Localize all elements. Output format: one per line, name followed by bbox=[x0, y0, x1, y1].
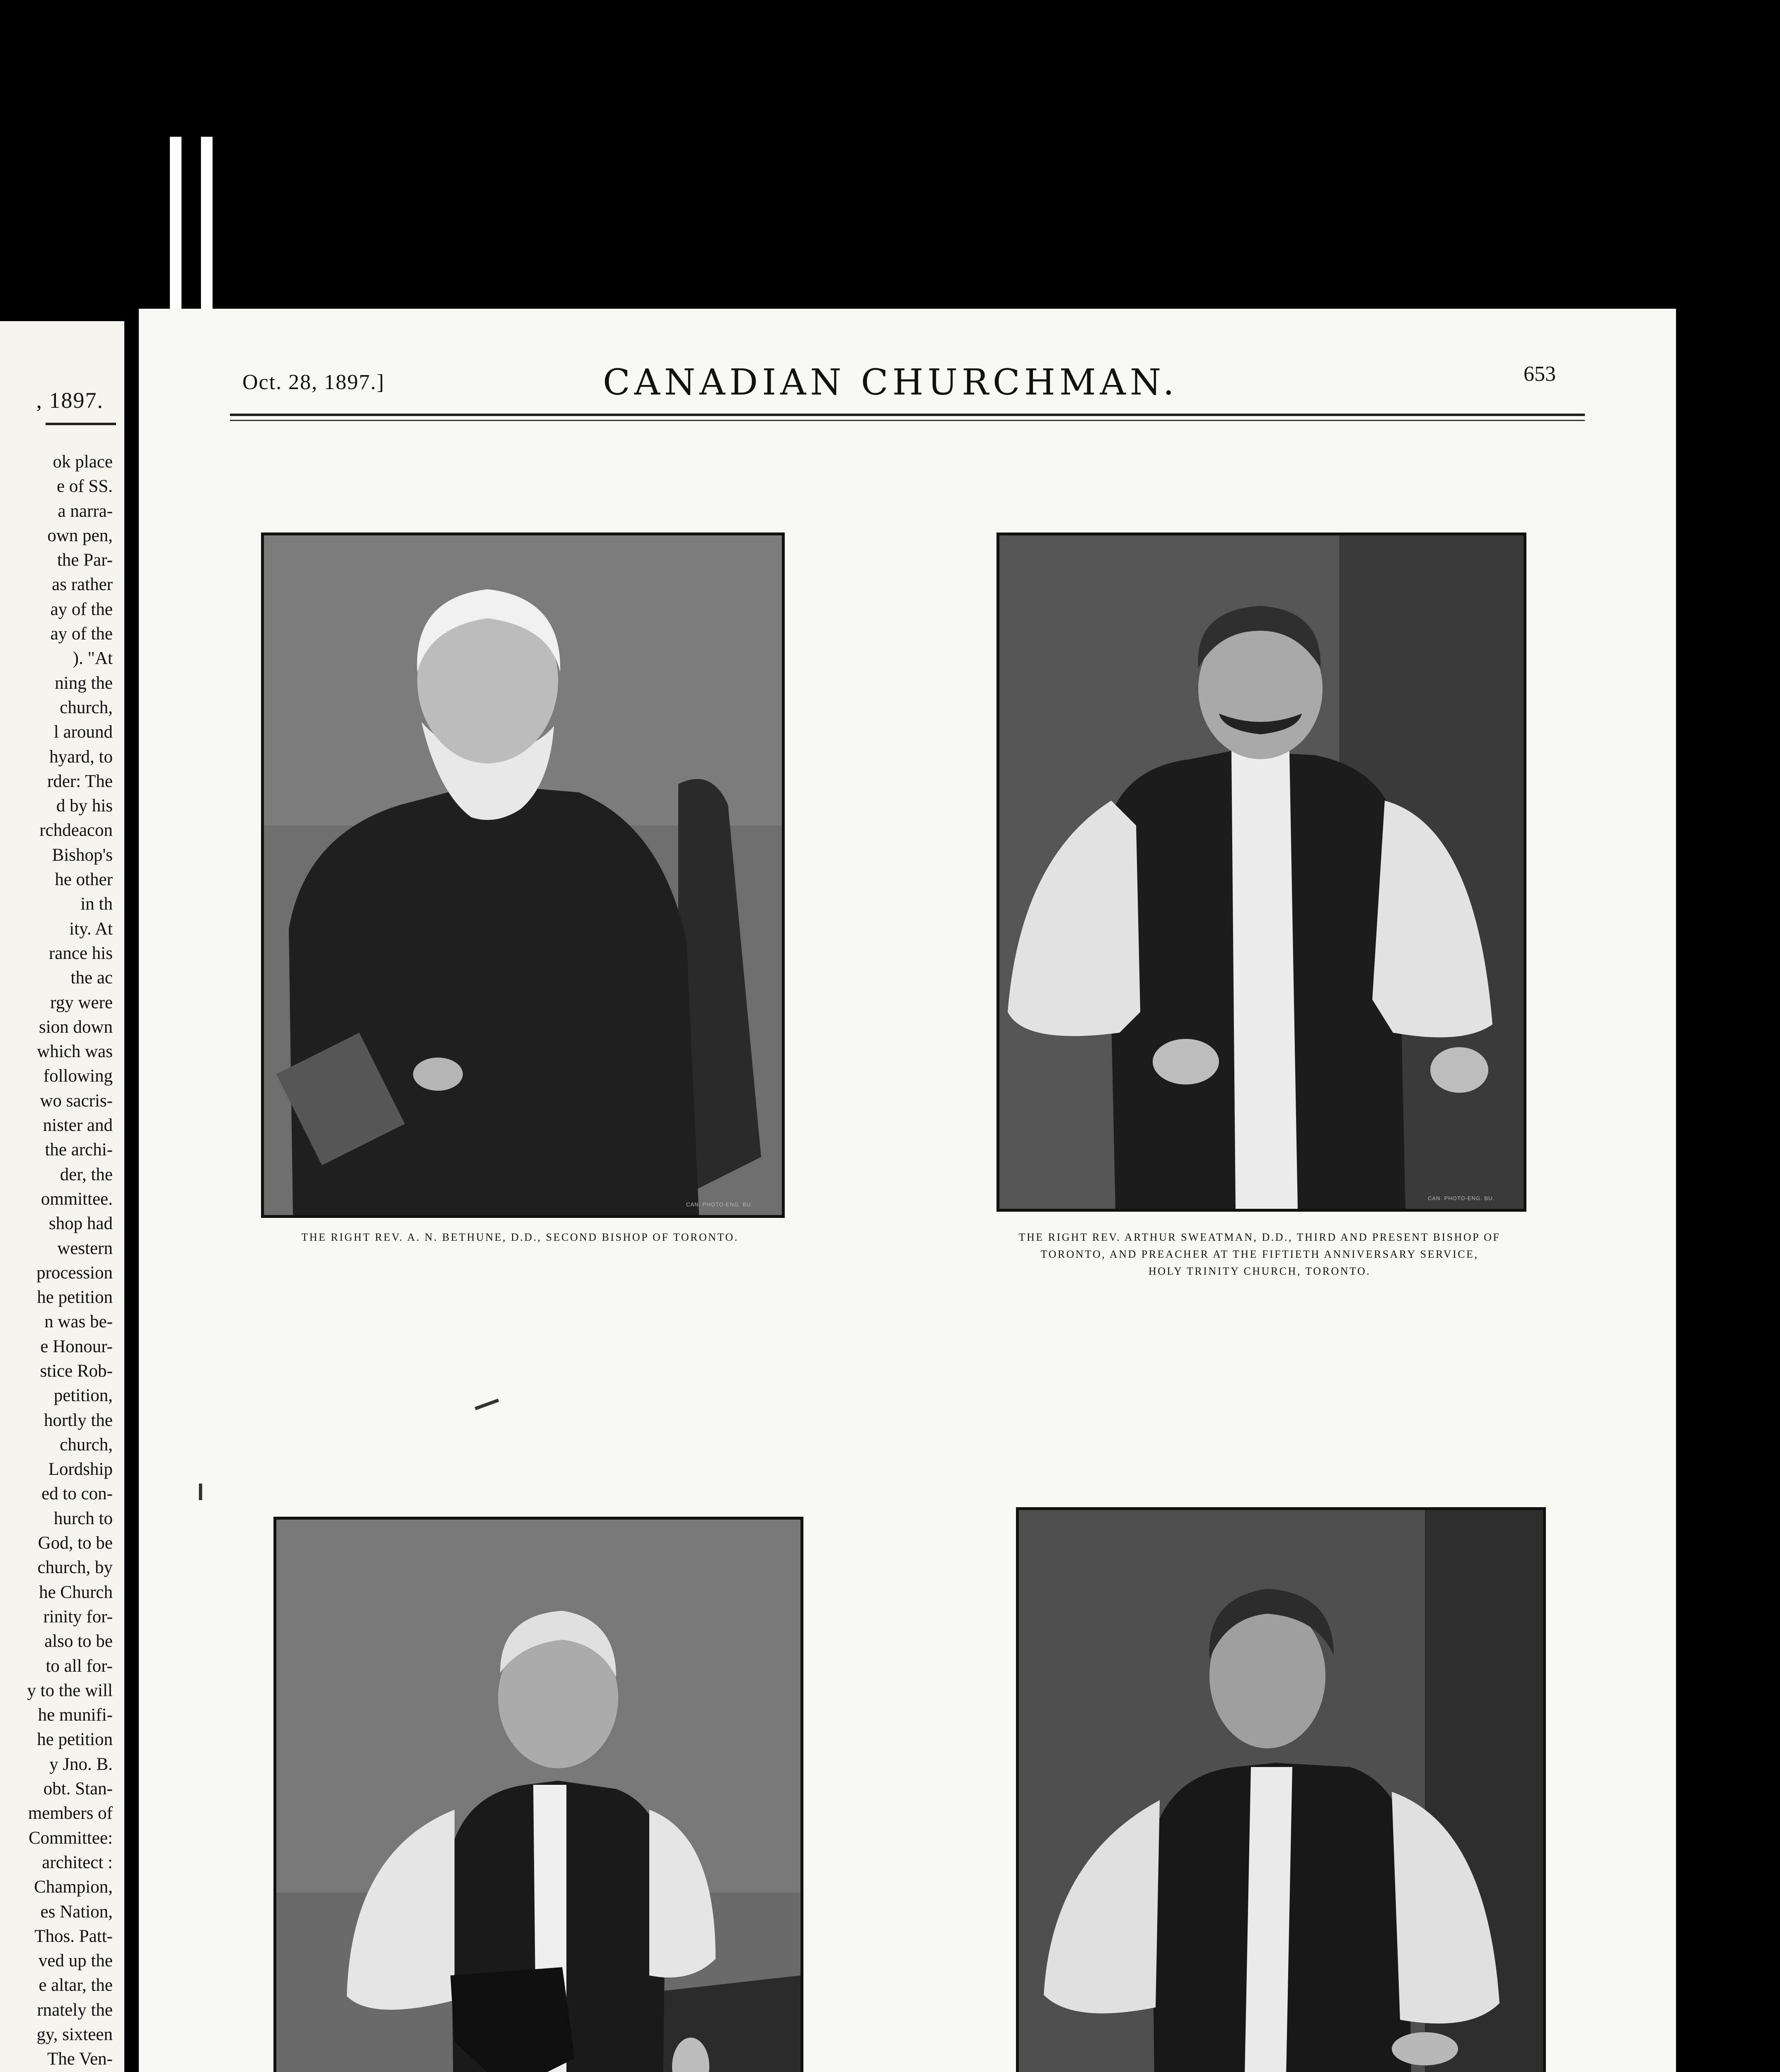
left-text-line: in th bbox=[80, 894, 113, 914]
page-number: 653 bbox=[1524, 362, 1556, 386]
left-text-line: he other bbox=[55, 870, 113, 890]
left-text-line: he munifi- bbox=[38, 1705, 113, 1725]
left-text-line: western bbox=[57, 1238, 113, 1258]
caption-line: HOLY TRINITY CHURCH, TORONTO. bbox=[1148, 1265, 1371, 1277]
left-text-line: n was be- bbox=[44, 1312, 113, 1332]
photo-credit: CAN. PHOTO-ENG. BU. bbox=[1427, 1195, 1495, 1201]
portrait-sullivan bbox=[273, 1517, 803, 2072]
left-text-line: church, bbox=[60, 1435, 113, 1455]
portrait-sullivan-image bbox=[276, 1520, 801, 2072]
left-text-line: God, to be bbox=[38, 1533, 113, 1553]
left-text-line: architect : bbox=[42, 1852, 113, 1872]
left-text-line: the Par- bbox=[57, 550, 113, 570]
left-text-line: wo sacris- bbox=[40, 1091, 113, 1111]
left-text-line: ay of the bbox=[50, 599, 113, 619]
portrait-bethune-image bbox=[264, 535, 782, 1215]
left-text-line: to all for- bbox=[46, 1656, 113, 1676]
left-text-line: a narra- bbox=[58, 501, 113, 521]
left-text-line: hyard, to bbox=[49, 747, 113, 767]
left-text-line: church, bbox=[60, 697, 113, 717]
left-text-line: rnately the bbox=[37, 2000, 113, 2020]
left-text-line: following bbox=[43, 1066, 113, 1086]
left-text-line: es Nation, bbox=[40, 1902, 113, 1922]
left-text-line: d by his bbox=[56, 796, 113, 816]
masthead-title: CANADIAN CHURCHMAN. bbox=[603, 362, 1178, 403]
left-text-line: ommittee. bbox=[41, 1189, 113, 1209]
left-text-line: y to the will bbox=[27, 1680, 113, 1700]
portrait-baldwin-image bbox=[1019, 1510, 1543, 2072]
left-page-date: , 1897. bbox=[36, 388, 104, 413]
left-text-line: he Church bbox=[39, 1582, 113, 1602]
caption-line: THE RIGHT REV. ARTHUR SWEATMAN, D.D., THIRD AND PRESENT BISHOP OF bbox=[1018, 1231, 1501, 1243]
caption-sweatman bbox=[951, 1229, 1568, 1280]
caption-line: THE RIGHT REV. A. N. BETHUNE, D.D., SECOND BISHOP OF TORONTO. bbox=[301, 1231, 739, 1243]
header-rule-thin bbox=[230, 420, 1585, 421]
portrait-baldwin bbox=[1016, 1507, 1546, 2072]
left-text-line: he petition bbox=[37, 1730, 113, 1750]
left-page-rule bbox=[46, 423, 116, 425]
portrait-sweatman bbox=[996, 533, 1526, 1212]
left-text-line: also to be bbox=[44, 1631, 113, 1651]
left-text-line: stice Rob- bbox=[40, 1361, 113, 1381]
header-date: Oct. 28, 1897.] bbox=[242, 370, 385, 394]
left-text-line: The Ven- bbox=[47, 2049, 113, 2069]
left-text-line: Thos. Patt- bbox=[34, 1926, 113, 1946]
left-text-line: ay of the bbox=[50, 624, 113, 644]
left-text-line: der, the bbox=[60, 1164, 113, 1184]
left-text-line: ed to con- bbox=[41, 1484, 113, 1504]
left-page-fragment bbox=[0, 321, 124, 2072]
caption-line: TORONTO, AND PREACHER AT THE FIFTIETH ANNIVERSARY SERVICE, bbox=[1040, 1248, 1479, 1260]
portrait-bethune bbox=[261, 533, 785, 1218]
left-text-line: procession bbox=[36, 1263, 113, 1283]
left-text-line: sion down bbox=[39, 1017, 113, 1037]
left-text-line: the archi- bbox=[45, 1140, 113, 1160]
newspaper-page bbox=[139, 309, 1676, 2072]
film-bar-top-2 bbox=[201, 137, 213, 311]
left-text-line: hurch to bbox=[53, 1508, 113, 1528]
left-text-line: rder: The bbox=[47, 771, 113, 791]
left-text-line: which was bbox=[37, 1042, 113, 1062]
left-text-line: obt. Stan- bbox=[43, 1779, 113, 1799]
left-text-line: Lordship bbox=[48, 1460, 113, 1479]
left-text-line: ok place bbox=[53, 452, 113, 472]
portrait-sweatman-image bbox=[999, 535, 1524, 1209]
left-text-line: l around bbox=[53, 722, 113, 742]
left-text-line: Champion, bbox=[34, 1877, 113, 1897]
left-text-line: Committee: bbox=[28, 1828, 113, 1848]
left-text-line: e of SS. bbox=[57, 477, 113, 496]
caption-bethune bbox=[261, 1229, 779, 1246]
left-page-text bbox=[0, 450, 113, 2072]
left-text-line: as rather bbox=[52, 575, 113, 595]
left-text-line: the ac bbox=[70, 968, 113, 988]
left-text-line: members of bbox=[28, 1803, 113, 1823]
film-bar-top-1 bbox=[170, 137, 181, 311]
left-text-line: church, by bbox=[37, 1558, 113, 1578]
left-text-line: e Honour- bbox=[40, 1336, 113, 1356]
left-text-line: rgy were bbox=[50, 992, 113, 1012]
left-text-line: own pen, bbox=[47, 525, 113, 545]
left-text-line: rinity for- bbox=[43, 1607, 113, 1627]
left-text-line: rance his bbox=[48, 943, 113, 963]
left-text-line: petition, bbox=[53, 1386, 113, 1406]
left-text-line: shop had bbox=[48, 1214, 113, 1234]
photo-credit: CAN. PHOTO-ENG. BU. bbox=[686, 1201, 753, 1208]
page-header bbox=[139, 309, 1676, 433]
left-text-line: ved up the bbox=[38, 1951, 113, 1971]
left-text-line: he petition bbox=[37, 1288, 113, 1307]
left-text-line: nister and bbox=[43, 1116, 113, 1135]
left-text-line: rchdeacon bbox=[39, 821, 113, 840]
left-text-line: e altar, the bbox=[39, 1975, 113, 1995]
print-speck bbox=[474, 1399, 499, 1410]
left-text-line: ). "At bbox=[73, 649, 113, 668]
left-text-line: ity. At bbox=[69, 919, 113, 939]
header-rule bbox=[230, 414, 1585, 416]
left-text-line: hortly the bbox=[44, 1410, 113, 1430]
left-text-line: Bishop's bbox=[52, 845, 113, 865]
left-text-line: ning the bbox=[55, 673, 113, 693]
print-speck bbox=[199, 1484, 202, 1500]
left-text-line: gy, sixteen bbox=[36, 2025, 113, 2044]
left-text-line: y Jno. B. bbox=[49, 1754, 113, 1774]
